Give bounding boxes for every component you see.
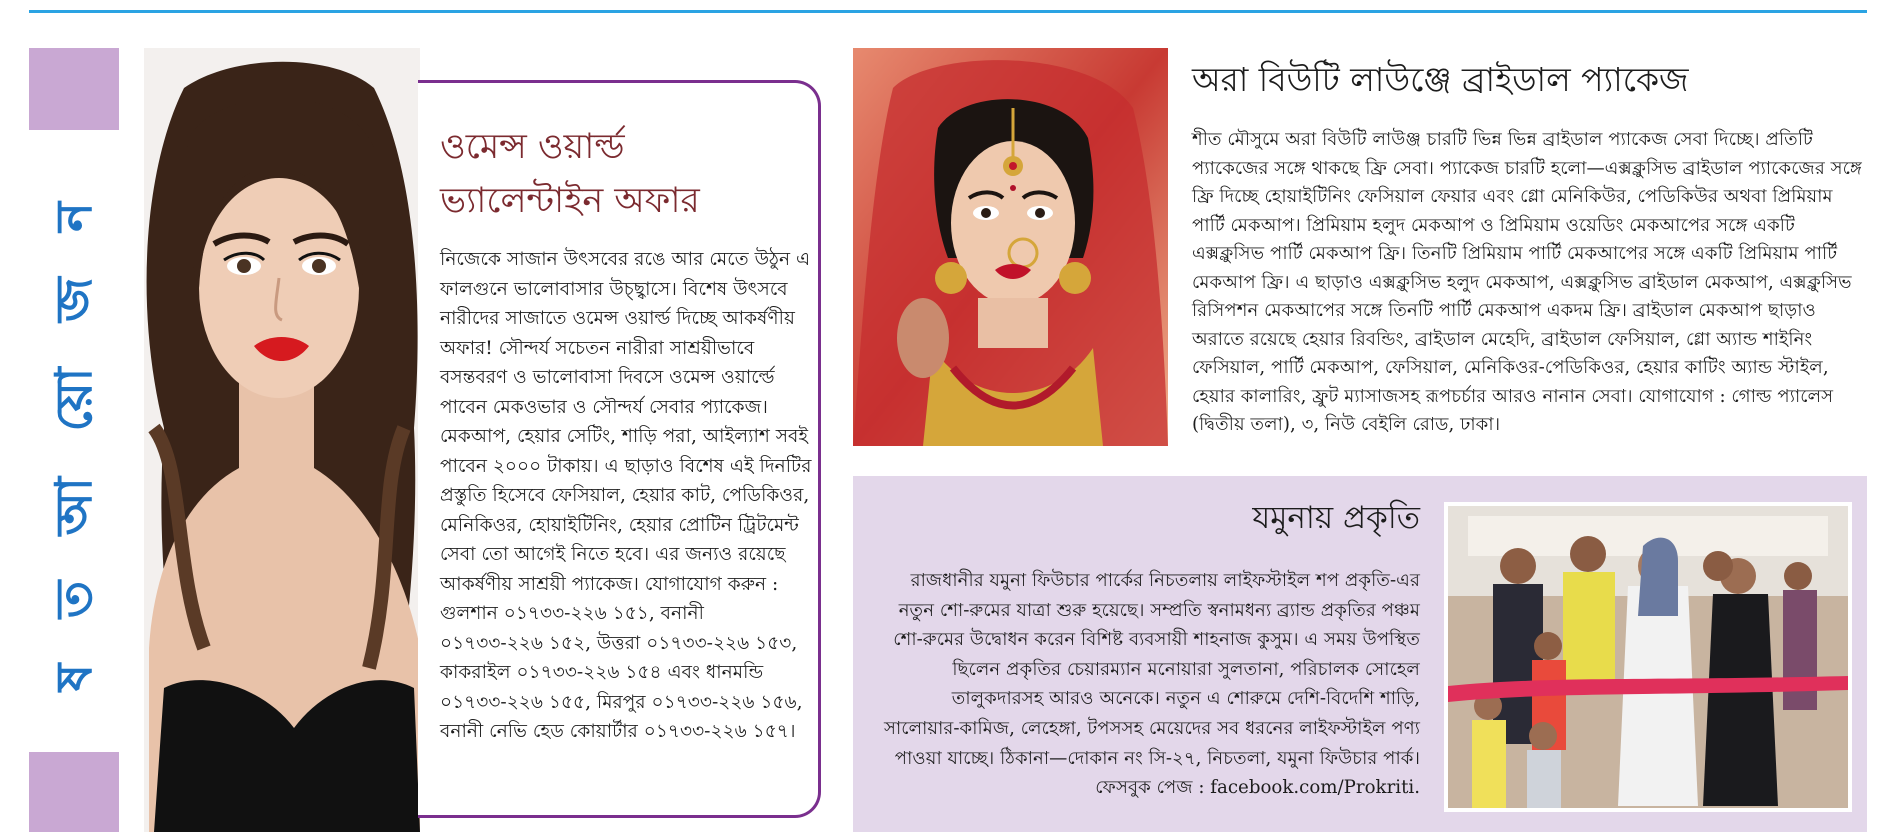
article3-body: রাজধানীর যমুনা ফিউচার পার্কের নিচতলায় লাইফস্টাইল শপ প্রকৃতি-এর নতুন শো-রুমের যাত্রা শুরু হয়েছে। সম্প্রতি স্বনামধন্য ব্র্যান্ড প্রকৃতির পঞ্চম শো-রুমের উদ্বোধন করেন বিশিষ্ট ব্যবসায়ী শাহনাজ কুসুম। এ সময় উপস্থিত ছিলেন প্রকৃতির চেয়ারম্যান মনোয়ারা সুলতানা, পরিচালক সোহেল তালুকদারসহ আরও অনেকে। নতুন এ শোরুমে দেশি-বিদেশি শাড়ি, সালোয়ার-কামিজ, লেহেঙ্গা, টপসসহ মেয়েদের সব ধরনের লাইফস্টাইল পণ্য পাওয়া যাচ্ছে। ঠিকানা—দোকান নং সি-২৭, নিচতলা, যমুনা ফিউচার পার্ক। ফেসবুক পেজ : facebook.com/Prokriti. bbox=[884, 570, 1420, 799]
section-tab-bottom-block bbox=[29, 752, 119, 832]
article3-headline: যমুনায় প্রকৃতি bbox=[1252, 500, 1420, 536]
bride-portrait-image bbox=[853, 48, 1168, 446]
section-title bbox=[29, 140, 119, 740]
article1-body: নিজেকে সাজান উৎসবের রঙে আর মেতে উঠুন এ ফালগুনে ভালোবাসার উচ্ছ্বাসে। বিশেষ উৎসবে নারীদের সাজাতে ওমেন্স ওয়ার্ল্ড দিচ্ছে আকর্ষণীয় অফার! সৌন্দর্য সচেতন নারীরা সাশ্রয়ীভাবে বসন্তবরণ ও ভালোবাসা দিবসে ওমেন্স ওয়ার্ল্ডে পাবেন মেকওভার ও সৌন্দর্য সেবার প্যাকেজ। মেকআপ, হেয়ার সেটিং, শাড়ি পরা, আইল্যাশ সবই পাবেন ২০০০ টাকায়। এ ছাড়াও বিশেষ এই দিনটির প্রস্তুতি হিসেবে ফেসিয়াল, হেয়ার কাট, পেডিকিওর, মেনিকিওর, হোয়াইটিনিং, হেয়ার প্রোটিন ট্রিটমেন্ট সেবা তো আগেই নিতে হবে। এর জন্যও রয়েছে আকর্ষণীয় সাশ্রয়ী প্যাকেজ। যোগাযোগ করুন : গুলশান ০১৭৩৩-২২৬ ১৫১, বনানী ০১৭৩৩-২২৬ ১৫২, উত্তরা ০১৭৩৩-২২৬ ১৫৩, কাকরাইল ০১৭৩৩-২২৬ ১৫৪ এবং ধানমন্ডি ০১৭৩৩-২২৬ ১৫৫, মিরপুর ০১৭৩৩-২২৬ ১৫৬, বনানী নেভি হেড কোয়ার্টার ০১৭৩৩-২২৬ ১৫৭। bbox=[440, 249, 812, 742]
article2-headline: অরা বিউটি লাউঞ্জে ব্রাইডাল প্যাকেজ bbox=[1192, 60, 1689, 99]
article2-body: শীত মৌসুমে অরা বিউটি লাউঞ্জ চারটি ভিন্ন ভিন্ন ব্রাইডাল প্যাকেজ সেবা দিচ্ছে। প্রতিটি প্যাকেজের সঙ্গে থাকছে ফ্রি সেবা। প্যাকেজ চারটি হলো—এক্সক্লুসিভ ব্রাইডাল প্যাকেজের সঙ্গে ফ্রি দিচ্ছে হোয়াইটিনিং ফেসিয়াল ফেয়ার এবং গ্লো মেনিকিউর, পেডিকিউর অথবা প্রিমিয়াম পার্টি মেকআপ। প্রিমিয়াম হলুদ মেকআপ ও প্রিমিয়াম ওয়েডিং মেকআপের সঙ্গে একটি এক্সক্লুসিভ পার্টি মেকআপ ফ্রি। তিনটি প্রিমিয়াম পার্টি মেকআপের সঙ্গে একটি প্রিমিয়াম পার্টি মেকআপ ফ্রি। এ ছাড়াও এক্সক্লুসিভ হলুদ মেকআপ, এক্সক্লুসিভ ব্রাইডাল মেকআপ, এক্সক্লুসিভ রিসিপশন মেকআপের সঙ্গে তিনটি পার্টি মেকআপ একদম ফ্রি। ব্রাইডাল মেকআপ ছাড়াও অরাতে রয়েছে হেয়ার রিবন্ডিং, ব্রাইডাল মেহেদি, ব্রাইডাল ফেসিয়াল, গ্লো অ্যান্ড শাইনিং ফেসিয়াল, পার্টি মেকআপ, ফেসিয়াল, মেনিকিওর-পেডিকিওর, হেয়ার কাটিং অ্যান্ড স্টাইল, হেয়ার কালারিং, ফ্রুট ম্যাসাজসহ রূপচর্চার আরও নানান সেবা। যোগাযোগ : গোল্ড প্যালেস (দ্বিতীয় তলা), ৩, নিউ বেইলি রোড, ঢাকা। bbox=[1192, 129, 1862, 435]
shop-opening-photo bbox=[1444, 502, 1852, 812]
article1-headline-line1: ওমেন্স ওয়ার্ল্ড bbox=[440, 127, 625, 167]
top-rule bbox=[29, 10, 1867, 13]
section-title-text: ষ ত আ য়ো জ ন bbox=[44, 188, 103, 692]
model-portrait-image bbox=[144, 48, 420, 832]
section-tab-top-block bbox=[29, 48, 119, 130]
article1-headline-line2: ভ্যালেন্টাইন অফার bbox=[440, 181, 700, 221]
article1-headline bbox=[440, 120, 810, 228]
